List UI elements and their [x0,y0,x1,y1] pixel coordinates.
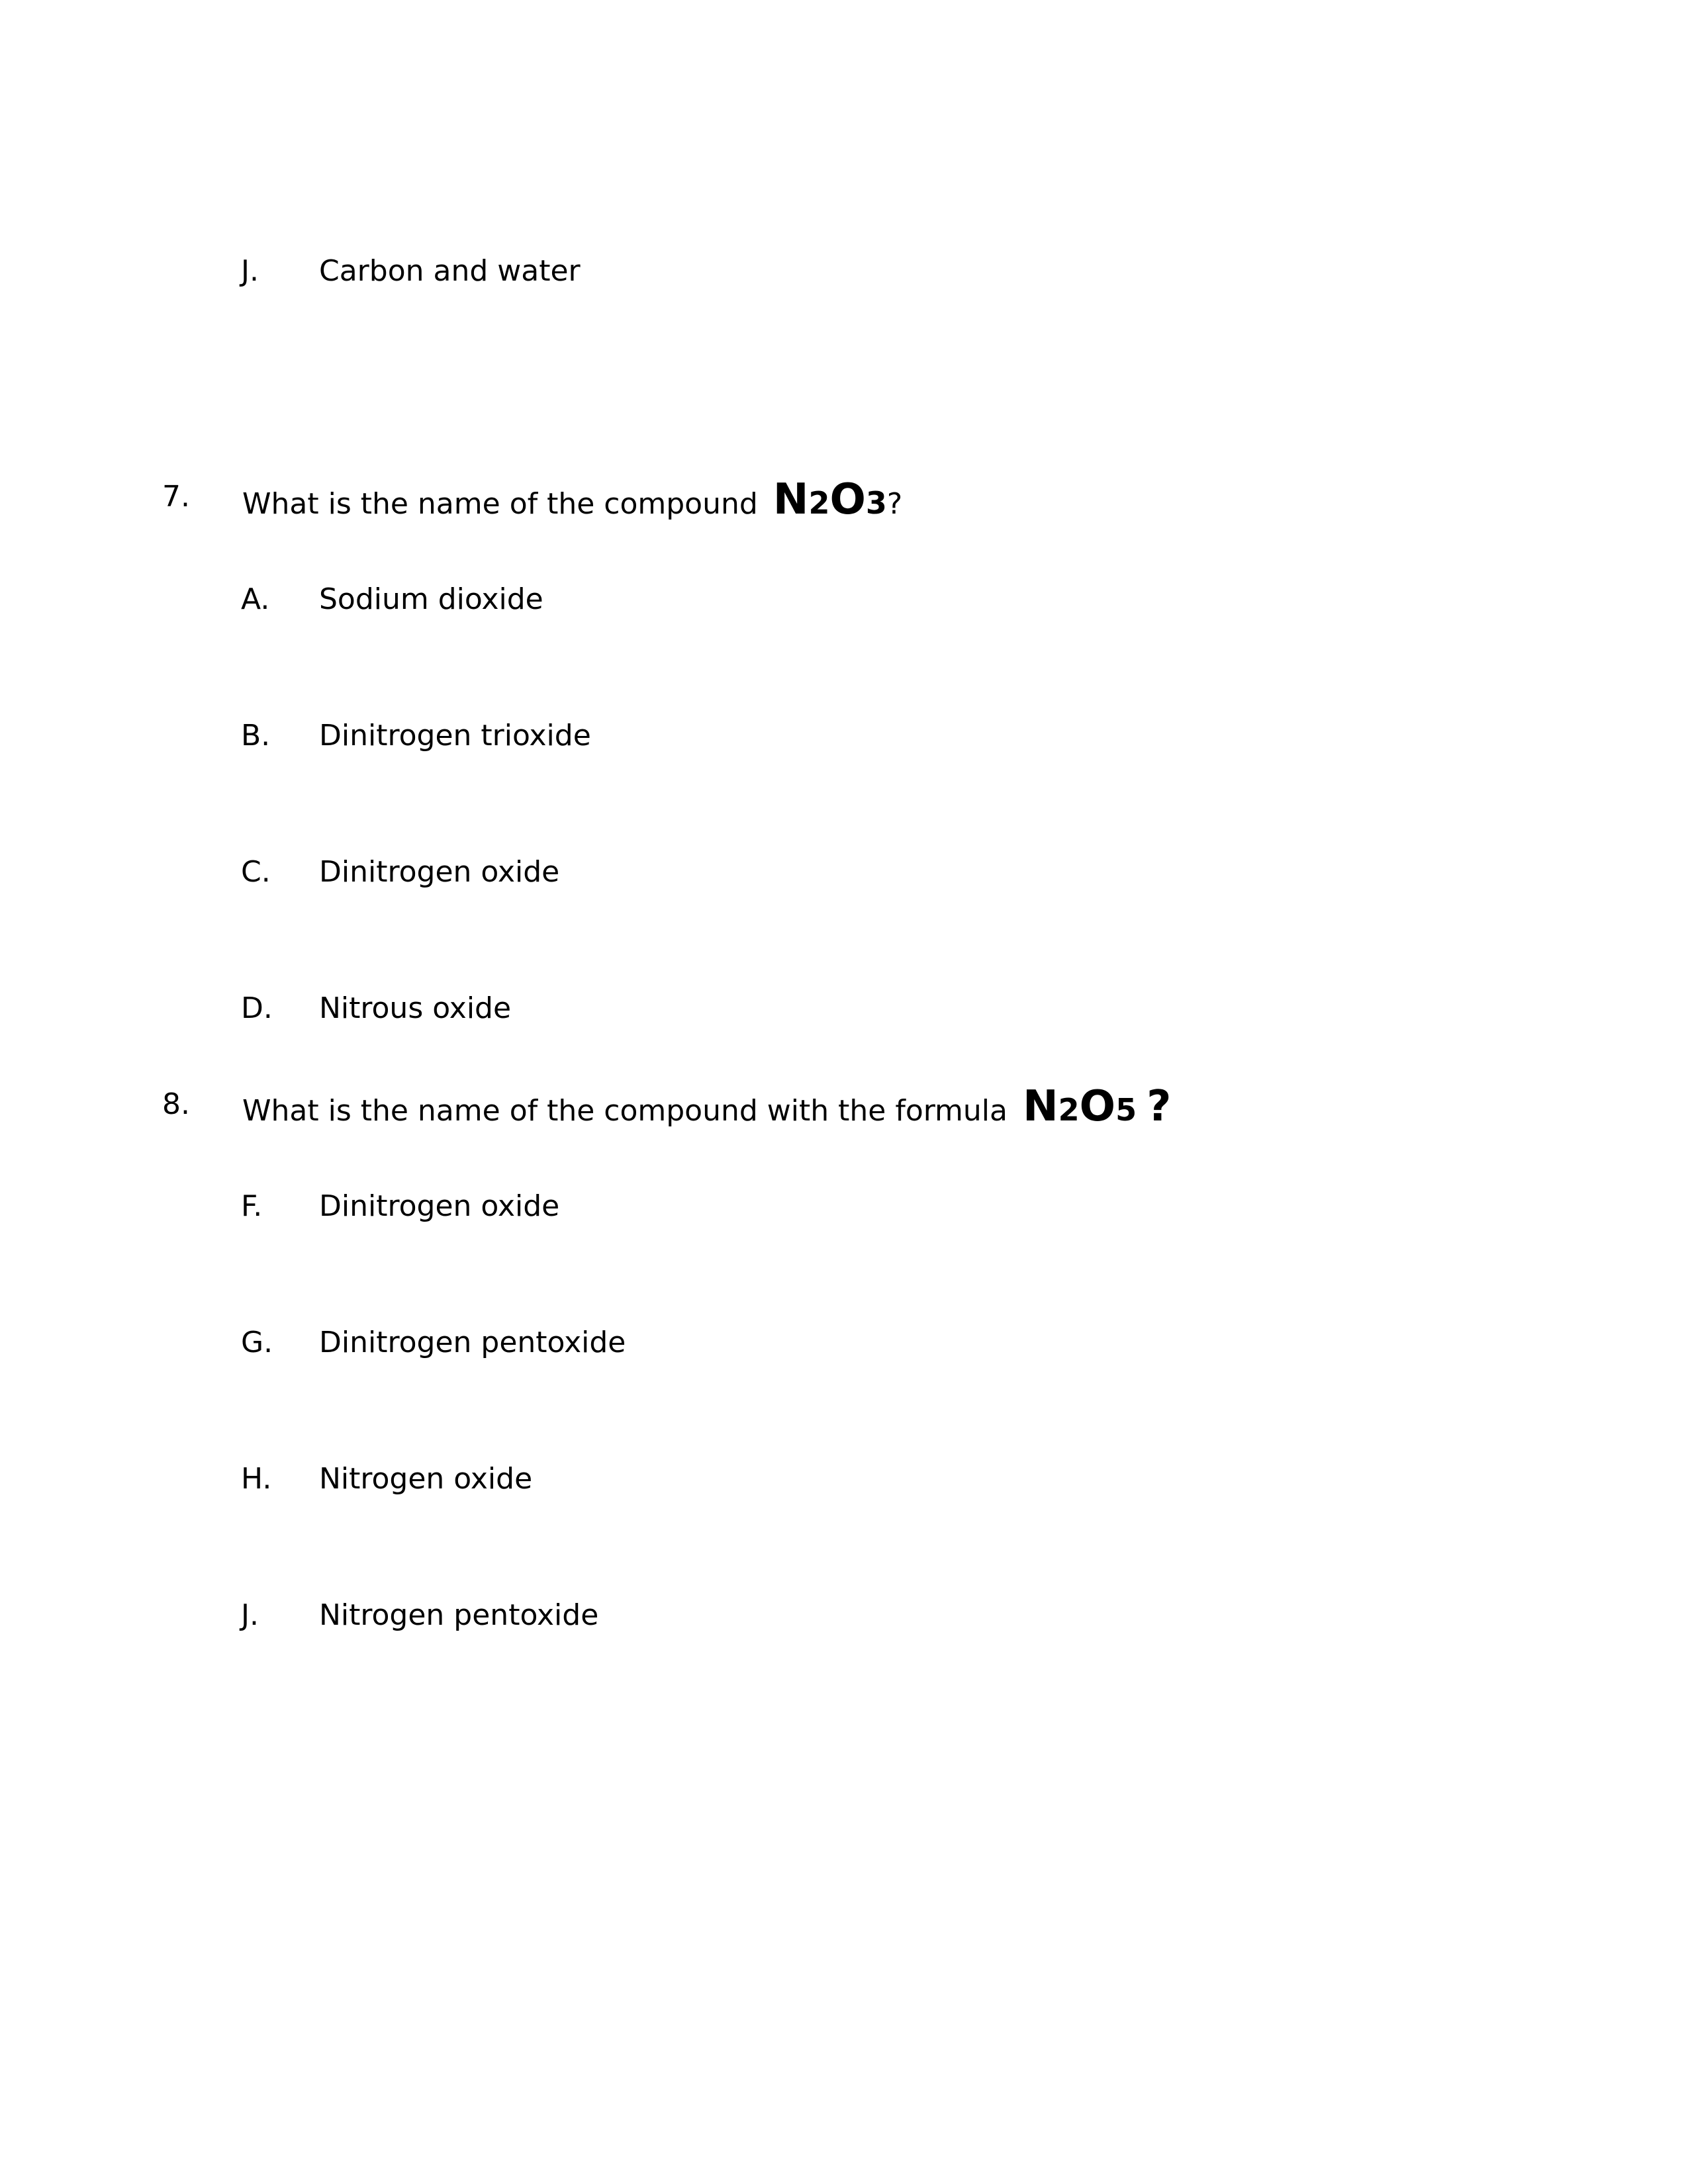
question-stem [242,1082,1171,1131]
option-text: Dinitrogen oxide [319,1189,560,1223]
option-letter: A. [241,582,270,616]
option-text: Carbon and water [319,254,581,288]
question-text: What is the name of the compound with the formula [242,1094,1008,1128]
option-text: Nitrogen pentoxide [319,1598,599,1632]
option-text: Dinitrogen pentoxide [319,1326,626,1359]
option-letter: J. [241,254,259,288]
question-number: 8. [162,1087,190,1121]
option-text: Dinitrogen trioxide [319,719,591,752]
option-letter: D. [241,991,273,1025]
question-stem [242,475,902,524]
option-text: Dinitrogen oxide [319,855,560,889]
option-letter: B. [241,719,271,752]
question-mark: ? [1147,1082,1172,1131]
question-mark: ? [886,487,903,521]
option-letter: F. [241,1189,263,1223]
chemical-formula: N2O3 [773,475,887,524]
option-text: Nitrous oxide [319,991,512,1025]
question-text: What is the name of the compound [242,487,758,521]
option-letter: G. [241,1326,273,1359]
chemical-formula: N2O5 [1023,1082,1137,1131]
question-number: 7. [162,480,190,514]
option-text: Nitrogen oxide [319,1462,533,1496]
option-letter: C. [241,855,271,889]
option-letter: H. [241,1462,272,1496]
option-text: Sodium dioxide [319,582,543,616]
option-letter: J. [241,1598,259,1632]
